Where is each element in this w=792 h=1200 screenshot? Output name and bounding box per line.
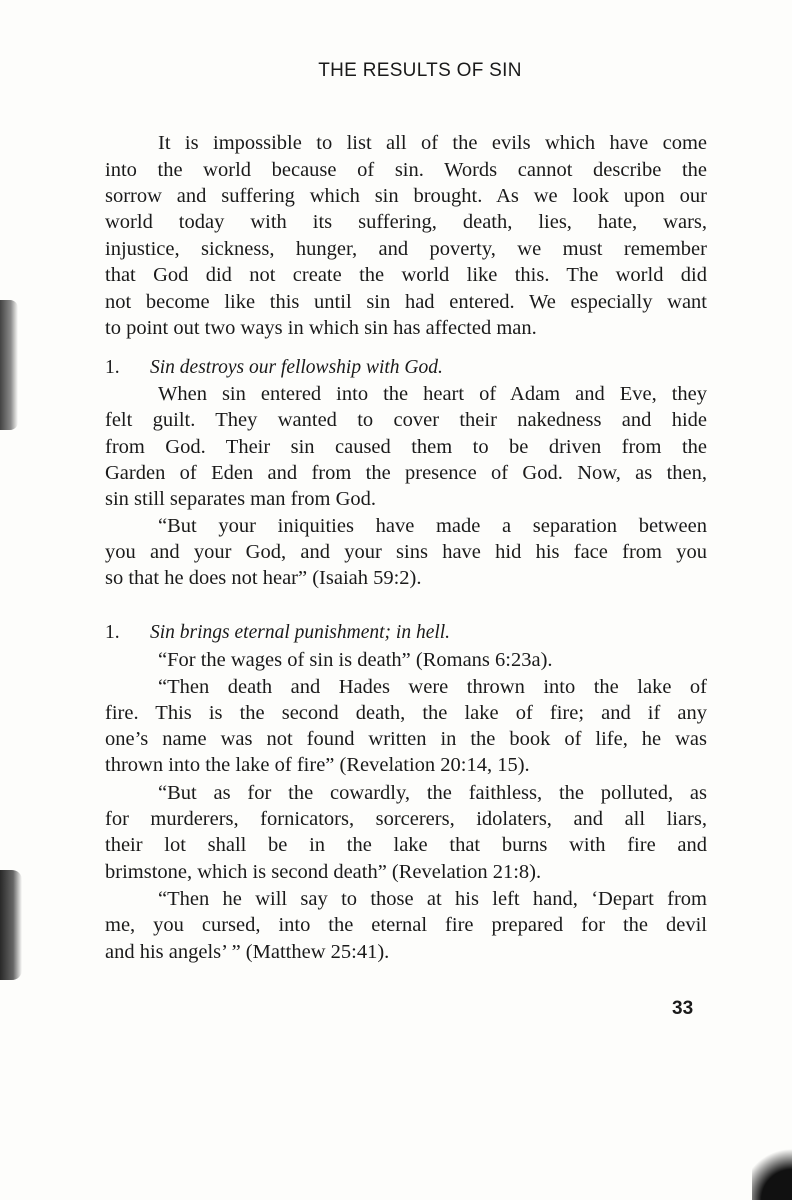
section-heading-text: Sin destroys our fellowship with God. [150,357,443,378]
text-line: fire. This is the second death, the lake of fire; and if any [105,702,707,724]
text-line: and his angels’ ” (Matthew 25:41). [105,941,390,963]
text-line: into the world because of sin. Words cannot describe the [105,159,707,181]
text-line: one’s name was not found written in the book of life, he was [105,728,707,750]
text-line: “For the wages of sin is death” (Romans 6:23a). [158,649,553,671]
text-line: brimstone, which is second death” (Revelation 21:8). [105,861,542,883]
text-line: It is impossible to list all of the evils which have come [158,132,707,154]
text-line: world today with its suffering, death, lies, hate, wars, [105,211,707,233]
text-line: sin still separates man from God. [105,488,377,510]
text-line: you and your God, and your sins have hid his face from you [105,541,707,563]
section-heading-text: Sin brings eternal punishment; in hell. [150,622,451,643]
scan-edge-shadow [0,870,22,980]
text-line: When sin entered into the heart of Adam and Eve, they [158,383,707,405]
page-title: THE RESULTS OF SIN [318,60,522,81]
text-line: so that he does not hear” (Isaiah 59:2). [105,567,422,589]
text-line: “But as for the cowardly, the faithless, the polluted, as [158,782,707,804]
text-line: to point out two ways in which sin has affected man. [105,317,537,339]
text-line: sorrow and suffering which sin brought. As we look upon our [105,185,707,207]
page-number: 33 [672,998,694,1019]
text-line: thrown into the lake of fire” (Revelation 20:14, 15). [105,754,530,776]
text-line: injustice, sickness, hunger, and poverty, we must remember [105,238,707,260]
section-heading [105,355,443,381]
section-heading [105,620,450,646]
text-line: “Then he will say to those at his left hand, ‘Depart from [158,888,707,910]
text-line: “But your iniquities have made a separation between [158,515,707,537]
scan-corner-shadow [752,1145,792,1200]
section-number: 1. [105,357,120,378]
text-line: me, you cursed, into the eternal fire prepared for the devil [105,914,707,936]
text-line: Garden of Eden and from the presence of God. Now, as then, [105,462,707,484]
text-line: not become like this until sin had entered. We especially want [105,291,707,313]
section-number: 1. [105,622,120,643]
text-line: “Then death and Hades were thrown into the lake of [158,676,707,698]
text-line: from God. Their sin caused them to be driven from the [105,436,707,458]
text-line: that God did not create the world like this. The world did [105,264,707,286]
scan-edge-shadow [0,300,18,430]
text-line: felt guilt. They wanted to cover their nakedness and hide [105,409,707,431]
text-line: their lot shall be in the lake that burns with fire and [105,834,707,856]
text-line: for murderers, fornicators, sorcerers, idolaters, and all liars, [105,808,707,830]
